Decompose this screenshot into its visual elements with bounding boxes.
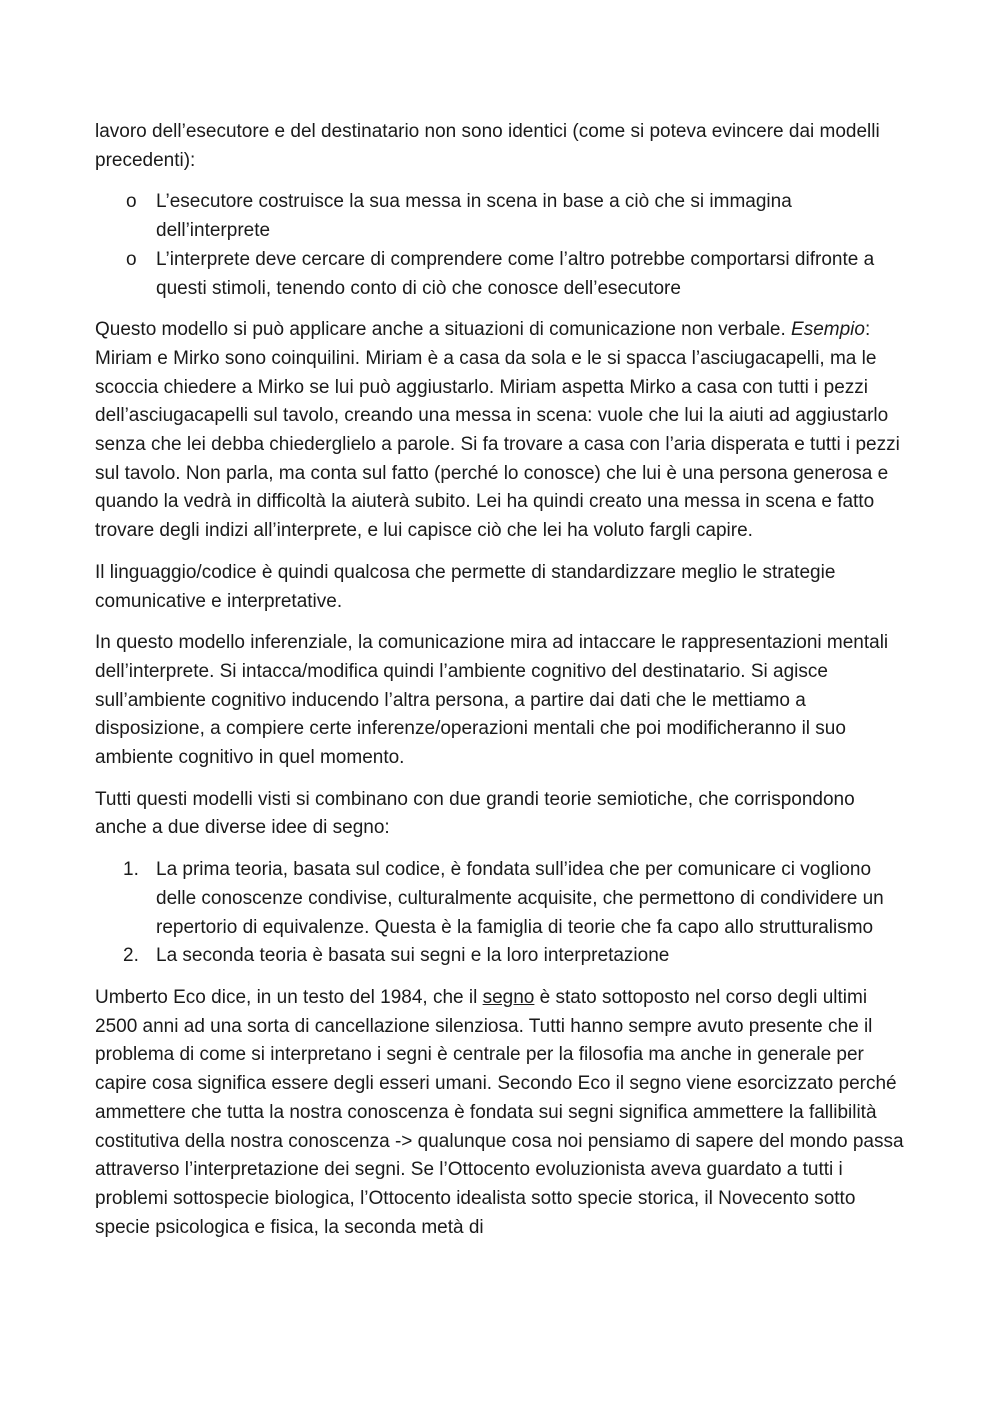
- list-item-text: L’esecutore costruisce la sua messa in scena in base a ciò che si immagina dell’interprete: [156, 191, 792, 242]
- bullet-marker: o: [126, 191, 137, 213]
- paragraph-intro: lavoro dell’esecutore e del destinatario non sono identici (come si poteva evincere dai modelli precedenti):: [95, 121, 880, 171]
- paragraph-inferential-model: In questo modello inferenziale, la comunicazione mira ad intaccare le rappresentazioni mentali dell’interprete. Si intacca/modifica quindi l’ambiente cognitivo del destinatario. Si agisce sull’ambiente cognitivo inducendo l’altra persona, a partire dai dati che le mettiamo a disposizione, a compiere certe inferenze/operazioni mentali che poi modificheranno il suo ambiente cognitivo in quel momento.: [95, 632, 889, 769]
- list-item: [95, 856, 910, 942]
- page-body: [95, 118, 910, 1255]
- emphasis-esempio: Esempio: [791, 319, 865, 341]
- list-item: [95, 188, 910, 245]
- underlined-segno: segno: [482, 986, 535, 1008]
- list-item: [95, 942, 910, 971]
- paragraph-text: Questo modello si può applicare anche a situazioni di comunicazione non verbale.: [95, 319, 792, 341]
- numbered-list: [95, 856, 910, 971]
- number-marker: 1.: [123, 859, 139, 881]
- list-item-text: La seconda teoria è basata sui segni e la loro interpretazione: [156, 945, 670, 967]
- paragraph-code: Il linguaggio/codice è quindi qualcosa che permette di standardizzare meglio le strategie comunicative e interpretative.: [95, 561, 836, 612]
- bullet-list: [95, 188, 910, 303]
- list-item: [95, 246, 910, 303]
- number-marker: 2.: [123, 945, 139, 967]
- paragraph-eco: [95, 984, 910, 1242]
- paragraph-text: è stato sottoposto nel corso degli ultimi 2500 anni ad una sorta di cancellazione silenziosa. Tutti hanno sempre avuto presente che il problema di come si interpretano i segni è centrale per la filosofia ma anche in generale per capire cosa significa essere degli esseri umani. Secondo Eco il segno viene esorcizzato perché ammettere che tutta la nostra conoscenza è fondata sui segni significa ammettere la fallibilità costitutiva della nostra conoscenza -> qualunque cosa noi pensiamo di sapere del mondo passa attraverso l’interpretazione dei segni. Se l’Ottocento evoluzionista aveva guardato a tutti i problemi sottospecie biologica, l’Ottocento idealista sotto specie storica, il Novecento sotto specie psicologica e fisica, la seconda metà di: [95, 986, 904, 1238]
- list-item-text: L’interprete deve cercare di comprendere come l’altro potrebbe comportarsi difronte a questi stimoli, tenendo conto di ciò che conosce dell’esecutore: [156, 248, 875, 299]
- paragraph-text: Umberto Eco dice, in un testo del 1984, che il: [95, 986, 483, 1008]
- paragraph-example: [95, 316, 910, 546]
- list-item-text: La prima teoria, basata sul codice, è fondata sull’idea che per comunicare ci vogliono delle conoscenze condivise, culturalmente acquisite, che permettono di condividere un repertorio di equivalenze. Questa è la famiglia di teorie che fa capo allo strutturalismo: [156, 859, 884, 938]
- paragraph-text: : Miriam e Mirko sono coinquilini. Miriam è a casa da sola e le si spacca l’asciugacapelli, ma le scoccia chiedere a Mirko se lui può aggiustarlo. Miriam aspetta Mirko a casa con tutti i pezzi dell’asciugacapelli sul tavolo, creando una messa in scena: vuole che lui la aiuti ad aggiustarlo senza che lei debba chiederglielo a parole. Si fa trovare a casa con l’aria disperata e tutti i pezzi sul tavolo. Non parla, ma conta sul fatto (perché lo conosce) che lui è una persona generosa e quando la vedrà in difficoltà la aiuterà subito. Lei ha quindi creato una messa in scena e fatto trovare degli indizi all’interprete, e lui capisce ciò che lei ha voluto fargli capire.: [95, 319, 900, 542]
- bullet-marker: o: [126, 248, 137, 270]
- paragraph-semiotic-theories: Tutti questi modelli visti si combinano con due grandi teorie semiotiche, che corrispondono anche a due diverse idee di segno:: [95, 788, 855, 839]
